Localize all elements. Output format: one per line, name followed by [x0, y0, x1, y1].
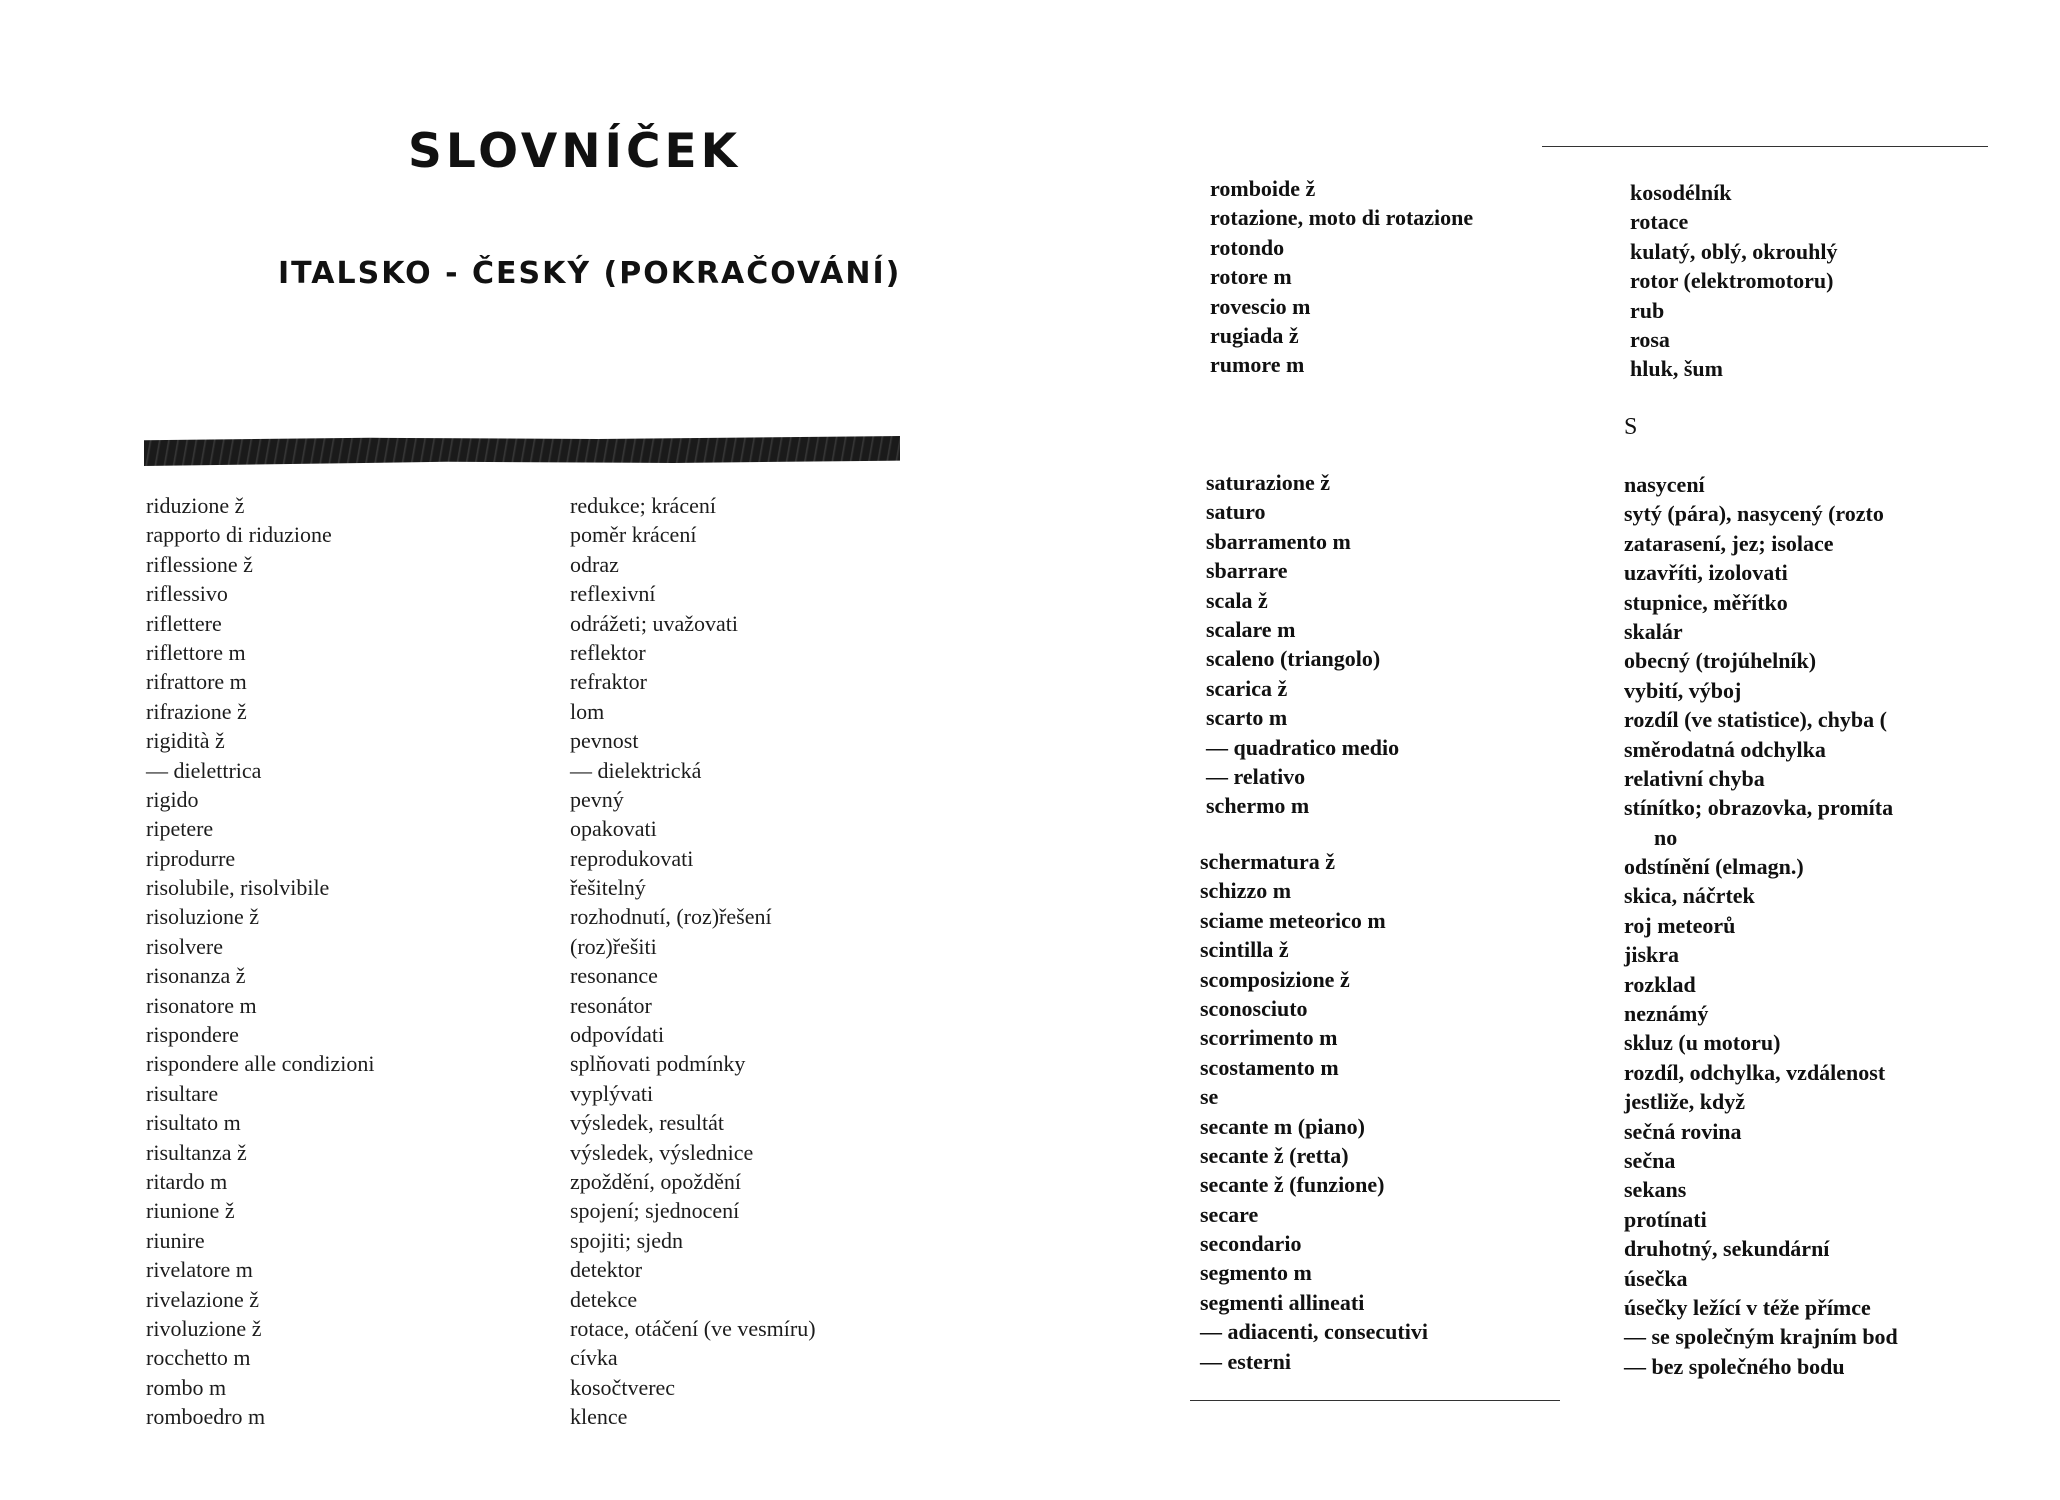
- italian-term: ripetere: [146, 816, 214, 842]
- italian-term: riprodurre: [146, 845, 236, 871]
- czech-term: kulatý, oblý, okrouhlý: [1630, 238, 1838, 264]
- italian-term: — dielettrica: [146, 757, 262, 783]
- czech-term: neznámý: [1624, 1001, 1709, 1027]
- italian-term: rombo m: [146, 1374, 227, 1400]
- right-page: [1030, 0, 2060, 1500]
- czech-term: rotace, otáčení (ve vesmíru): [570, 1315, 816, 1341]
- czech-term: jestliže, když: [1624, 1089, 1745, 1115]
- italian-term: rotazione, moto di rotazione: [1210, 205, 1474, 231]
- czech-term: roj meteorů: [1624, 912, 1736, 938]
- italian-term: se: [1200, 1084, 1219, 1110]
- italian-term: risonatore m: [146, 992, 257, 1018]
- czech-term: vybití, výboj: [1624, 677, 1742, 703]
- czech-term: uzavříti, izolovati: [1624, 560, 1788, 586]
- italian-term: — quadratico medio: [1206, 734, 1400, 760]
- czech-column: [570, 491, 816, 1432]
- czech-term: rozdíl, odchylka, vzdálenost: [1624, 1059, 1886, 1085]
- italian-term: riduzione ž: [146, 493, 245, 518]
- s-czech-column: [1624, 470, 1898, 1381]
- czech-term: vyplývati: [570, 1080, 654, 1106]
- italian-term: ritardo m: [146, 1168, 228, 1194]
- czech-term: odstínění (elmagn.): [1624, 854, 1804, 880]
- czech-term: reprodukovati: [570, 845, 694, 871]
- czech-term: odrážeti; uvažovati: [570, 610, 738, 636]
- czech-term: cívka: [570, 1345, 618, 1371]
- italian-term: risultanza ž: [146, 1139, 247, 1165]
- czech-term: — dielektrická: [570, 757, 702, 783]
- czech-term: rub: [1630, 297, 1665, 323]
- czech-term: reflexivní: [570, 581, 656, 607]
- italian-term: rifrattore m: [146, 669, 247, 695]
- czech-term: úsečky ležící v téže přímce: [1624, 1294, 1871, 1320]
- italian-term: scalare m: [1206, 616, 1296, 642]
- r-italian-column: [1210, 174, 1473, 380]
- czech-term: kosodélník: [1630, 180, 1732, 205]
- italian-term: — adiacenti, consecutivi: [1200, 1319, 1428, 1345]
- italian-term: riflettere: [146, 610, 222, 636]
- italian-column: [146, 491, 374, 1432]
- czech-term: — bez společného bodu: [1624, 1353, 1845, 1379]
- czech-term: sytý (pára), nasycený (rozto: [1624, 501, 1884, 527]
- bottom-rule: [1190, 1400, 1560, 1401]
- page-title: SLOVNÍČEK: [408, 124, 742, 179]
- czech-term: rosa: [1630, 326, 1670, 352]
- italian-term: secante ž (funzione): [1200, 1172, 1385, 1198]
- czech-term: výsledek, resultát: [570, 1110, 724, 1136]
- s-italian-column-2: [1200, 847, 1428, 1376]
- czech-term: poměr krácení: [570, 522, 697, 548]
- czech-term: skalár: [1624, 618, 1683, 644]
- italian-term: rapporto di riduzione: [146, 522, 332, 548]
- czech-term: skluz (u motoru): [1624, 1030, 1781, 1056]
- italian-term: rocchetto m: [146, 1345, 251, 1371]
- czech-term: detektor: [570, 1257, 643, 1283]
- czech-term: rozdíl (ve statistice), chyba (: [1624, 707, 1887, 733]
- czech-term: rozhodnutí, (roz)řešení: [570, 904, 772, 930]
- czech-term: stínítko; obrazovka, promíta: [1624, 795, 1894, 821]
- italian-term: rispondere: [146, 1022, 239, 1048]
- czech-term: pevný: [570, 786, 624, 812]
- italian-term: risultare: [146, 1080, 219, 1106]
- czech-term: řešitelný: [570, 875, 646, 901]
- czech-term: redukce; krácení: [570, 493, 716, 518]
- italian-term: rugiada ž: [1210, 322, 1299, 348]
- czech-term: no: [1654, 824, 1678, 850]
- italian-term: schizzo m: [1200, 878, 1292, 904]
- italian-term: riflessione ž: [146, 551, 253, 577]
- italian-term: scala ž: [1206, 587, 1268, 613]
- italian-term: rivelazione ž: [146, 1286, 259, 1312]
- italian-term: risoluzione ž: [146, 904, 260, 930]
- czech-term: zatarasení, jez; isolace: [1624, 530, 1834, 556]
- italian-term: risonanza ž: [146, 963, 246, 989]
- czech-term: detekce: [570, 1286, 638, 1312]
- czech-term: sekans: [1624, 1177, 1687, 1203]
- italian-term: — relativo: [1206, 763, 1306, 789]
- italian-term: riunire: [146, 1227, 205, 1253]
- italian-term: secante m (piano): [1200, 1113, 1365, 1139]
- r-czech-column: [1630, 178, 1837, 384]
- italian-term: riflessivo: [146, 581, 228, 607]
- italian-term: rovescio m: [1210, 293, 1311, 319]
- czech-term: skica, náčrtek: [1624, 883, 1755, 909]
- italian-term: segmento m: [1200, 1260, 1312, 1286]
- italian-term: secondario: [1200, 1231, 1302, 1257]
- czech-term: (roz)řešiti: [570, 933, 657, 959]
- czech-term: spojení; sjednocení: [570, 1198, 740, 1224]
- italian-term: sciame meteorico m: [1200, 907, 1386, 933]
- czech-term: výsledek, výslednice: [570, 1139, 754, 1165]
- italian-term: scorrimento m: [1200, 1025, 1338, 1051]
- czech-term: relativní chyba: [1624, 765, 1765, 791]
- italian-term: rotore m: [1210, 264, 1292, 290]
- italian-term: scaleno (triangolo): [1206, 646, 1381, 672]
- section-letter-s: S: [1624, 414, 1638, 440]
- czech-term: refraktor: [570, 669, 647, 695]
- czech-term: nasycení: [1624, 472, 1705, 497]
- italian-term: rigido: [146, 786, 199, 812]
- czech-term: hluk, šum: [1630, 356, 1723, 382]
- czech-term: sečná rovina: [1624, 1118, 1742, 1144]
- czech-term: stupnice, měřítko: [1624, 589, 1788, 615]
- italian-term: sconosciuto: [1200, 995, 1308, 1021]
- czech-term: resonátor: [570, 992, 652, 1018]
- czech-term: protínati: [1624, 1206, 1707, 1232]
- italian-term: riunione ž: [146, 1198, 235, 1224]
- czech-term: reflektor: [570, 639, 646, 665]
- czech-term: obecný (trojúhelník): [1624, 648, 1817, 674]
- italian-term: scarto m: [1206, 705, 1288, 731]
- italian-term: scintilla ž: [1200, 937, 1289, 963]
- czech-term: rozklad: [1624, 971, 1696, 997]
- italian-term: riflettore m: [146, 639, 246, 665]
- czech-term: spojiti; sjedn: [570, 1227, 684, 1253]
- decorative-bar: [144, 436, 900, 466]
- italian-term: schermo m: [1206, 793, 1310, 819]
- czech-term: úsečka: [1624, 1265, 1688, 1291]
- italian-term: segmenti allineati: [1200, 1289, 1365, 1315]
- czech-term: odraz: [570, 551, 619, 577]
- italian-term: romboedro m: [146, 1404, 266, 1430]
- italian-term: rigidità ž: [146, 728, 225, 754]
- italian-term: scomposizione ž: [1200, 966, 1350, 992]
- czech-term: opakovati: [570, 816, 657, 842]
- italian-term: sbarrare: [1206, 558, 1288, 584]
- czech-term: pevnost: [570, 728, 639, 754]
- italian-term: risolvere: [146, 933, 223, 959]
- czech-term: rotace: [1630, 209, 1689, 235]
- czech-term: klence: [570, 1404, 628, 1430]
- czech-term: jiskra: [1624, 942, 1679, 968]
- italian-term: sbarramento m: [1206, 528, 1351, 554]
- italian-term: rispondere alle condizioni: [146, 1051, 375, 1077]
- czech-term: zpoždění, opoždění: [570, 1168, 742, 1194]
- czech-term: kosočtverec: [570, 1374, 676, 1400]
- italian-term: — esterni: [1200, 1348, 1292, 1374]
- italian-term: secare: [1200, 1201, 1259, 1227]
- czech-term: — se společným krajním bod: [1624, 1324, 1898, 1350]
- s-italian-column-1: [1206, 468, 1399, 821]
- italian-term: schermatura ž: [1200, 849, 1336, 874]
- czech-term: lom: [570, 698, 605, 724]
- czech-term: splňovati podmínky: [570, 1051, 746, 1077]
- italian-term: rumore m: [1210, 352, 1305, 378]
- czech-term: odpovídati: [570, 1022, 665, 1048]
- page-subtitle: ITALSKO - ČESKÝ (POKRAČOVÁNÍ): [278, 256, 902, 291]
- italian-term: saturo: [1206, 499, 1266, 525]
- italian-term: saturazione ž: [1206, 470, 1331, 495]
- italian-term: secante ž (retta): [1200, 1142, 1349, 1168]
- czech-term: rotor (elektromotoru): [1630, 268, 1834, 294]
- italian-term: risultato m: [146, 1110, 241, 1136]
- top-rule: [1542, 146, 1988, 147]
- czech-term: sečna: [1624, 1147, 1676, 1173]
- italian-term: rotondo: [1210, 234, 1285, 260]
- czech-term: druhotný, sekundární: [1624, 1236, 1830, 1262]
- italian-term: scostamento m: [1200, 1054, 1339, 1080]
- italian-term: scarica ž: [1206, 675, 1288, 701]
- italian-term: rivelatore m: [146, 1257, 253, 1283]
- czech-term: resonance: [570, 963, 658, 989]
- italian-term: rivoluzione ž: [146, 1315, 262, 1341]
- italian-term: risolubile, risolvibile: [146, 875, 330, 901]
- italian-term: romboide ž: [1210, 176, 1316, 201]
- czech-term: směrodatná odchylka: [1624, 736, 1826, 762]
- italian-term: rifrazione ž: [146, 698, 247, 724]
